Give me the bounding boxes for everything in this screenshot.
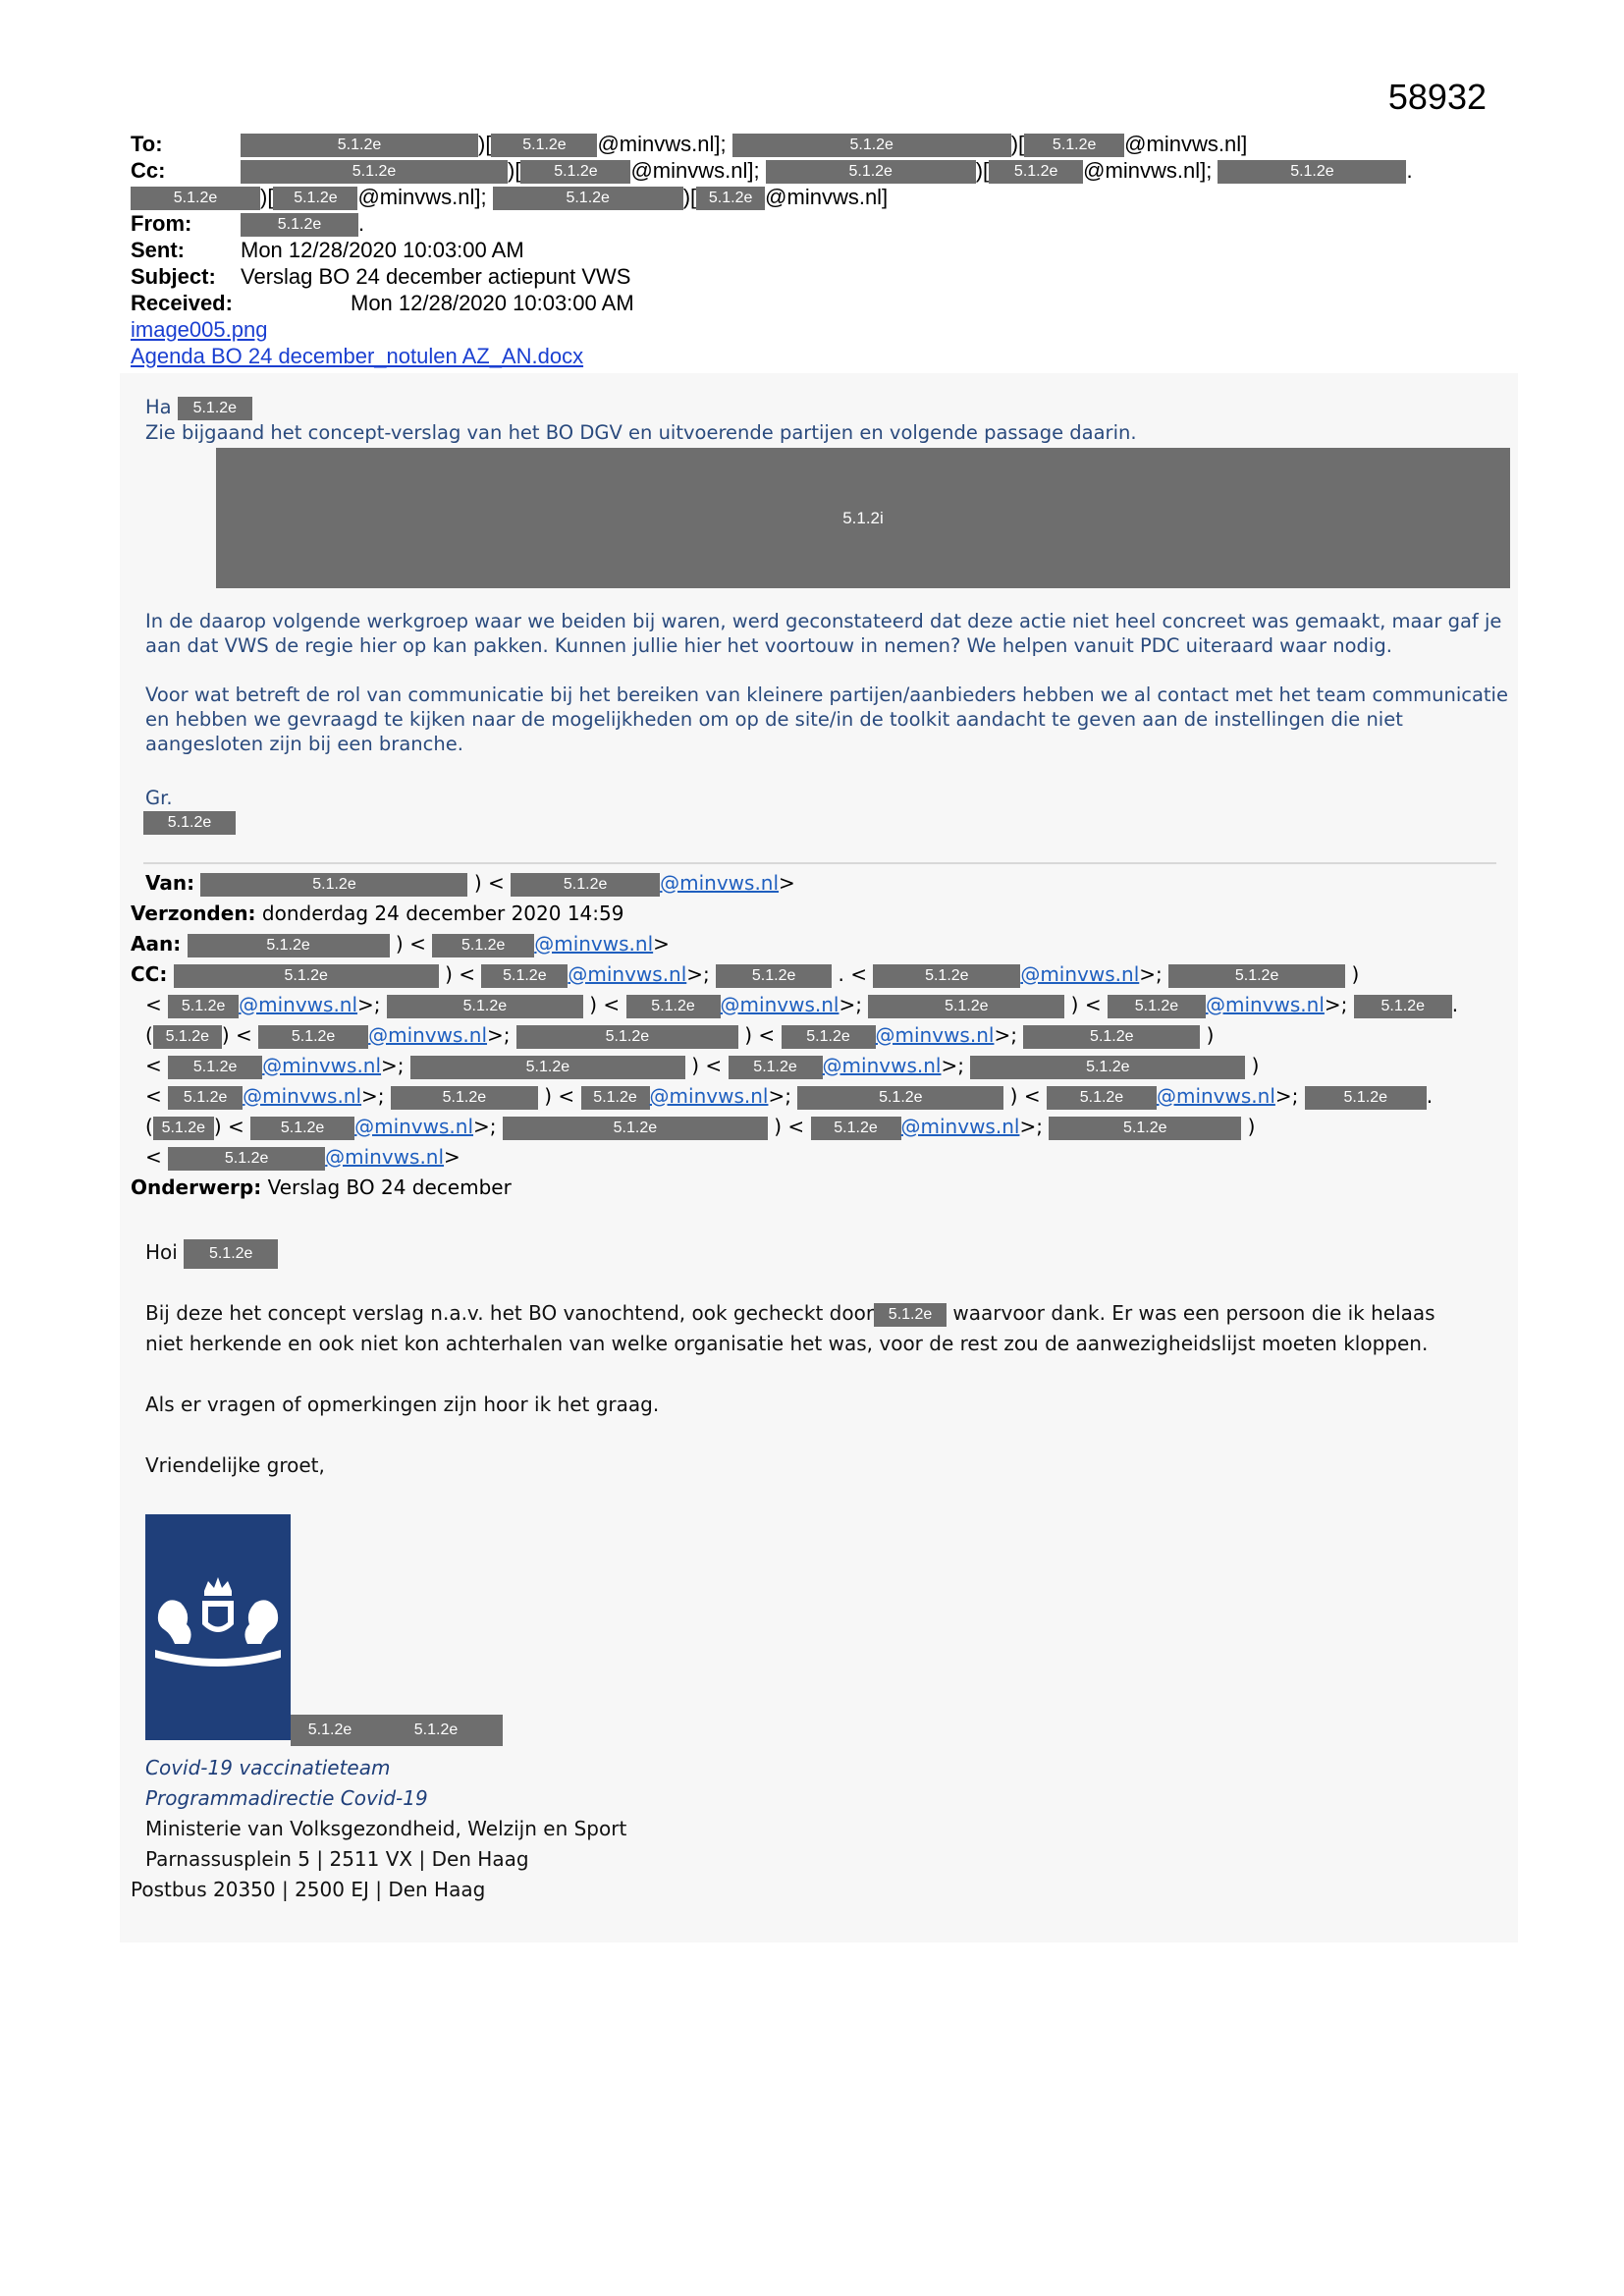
- fwd-from-label: Van:: [145, 871, 195, 895]
- redaction: 5.1.2e: [153, 1117, 214, 1140]
- subject-value: Verslag BO 24 december actiepunt VWS: [241, 264, 631, 289]
- email-link[interactable]: @minvws.nl: [660, 871, 780, 895]
- redaction: 5.1.2e: [178, 397, 252, 420]
- redaction: 5.1.2e: [516, 1025, 738, 1049]
- email-link[interactable]: @minvws.nl: [1156, 1084, 1275, 1108]
- email-link[interactable]: @minvws.nl: [243, 1084, 362, 1108]
- email-link[interactable]: @minvws.nl: [1205, 993, 1325, 1016]
- redaction: 5.1.2e: [1218, 160, 1406, 184]
- email-link[interactable]: @minvws.nl: [720, 993, 839, 1016]
- redaction: 5.1.2e: [241, 134, 478, 157]
- cc-label: Cc:: [131, 158, 166, 183]
- intro-text: Zie bijgaand het concept-verslag van het BO DGV en uitvoerende partijen en volgende passage daarin.: [145, 421, 1137, 444]
- redaction: 5.1.2e: [1024, 134, 1124, 157]
- redaction: 5.1.2e: [811, 1117, 901, 1140]
- redaction: 5.1.2e: [581, 1086, 650, 1110]
- from-label: From:: [131, 211, 192, 236]
- sent-row: [131, 237, 524, 263]
- fwd-cc-row-2: < 5.1.2e @minvws.nl>; 5.1.2e ) < 5.1.2e @minvws.nl>; 5.1.2e ) < 5.1.2e @minvws.nl>; 5.1.2e .: [145, 993, 1459, 1016]
- email-link[interactable]: @minvws.nl: [534, 932, 654, 956]
- redaction: 5.1.2e: [174, 964, 439, 988]
- redaction: 5.1.2e: [481, 964, 568, 988]
- email-domain: @minvws.nl];: [1083, 158, 1213, 183]
- redaction: 5.1.2e: [1305, 1086, 1427, 1110]
- redaction: 5.1.2e: [1108, 995, 1206, 1018]
- redaction: 5.1.2e: [168, 1056, 262, 1079]
- paragraph-1: In de daarop volgende werkgroep waar we beiden bij waren, werd geconstateerd dat deze actie niet heel concreet was gemaakt, maar gaf je aan dat VWS de regie hier op kan pakken. Kunnen jullie hier het voortouw in nemen? We helpen vanuit PDC uiteraard waar nodig.: [145, 610, 1502, 657]
- received-value: Mon 12/28/2020 10:03:00 AM: [351, 291, 634, 315]
- fwd-paragraph-2: Als er vragen of opmerkingen zijn hoor ik het graag.: [145, 1393, 660, 1416]
- fwd-to-row: Aan: 5.1.2e ) < 5.1.2e @minvws.nl>: [131, 932, 670, 956]
- received-label: Received:: [131, 291, 233, 315]
- redaction: 5.1.2e: [626, 995, 721, 1018]
- received-row: [131, 290, 634, 316]
- subject-label: Subject:: [131, 264, 216, 289]
- email-link[interactable]: @minvws.nl: [368, 1023, 488, 1047]
- redaction: 5.1.2e: [143, 811, 236, 835]
- redaction: 5.1.2e: [873, 964, 1020, 988]
- redacted-passage: 5.1.2i: [216, 448, 1510, 588]
- fwd-to-label: Aan:: [131, 932, 182, 956]
- email-link[interactable]: @minvws.nl: [239, 993, 358, 1016]
- fwd-cc-row-6: ( 5.1.2e ) < 5.1.2e @minvws.nl>; 5.1.2e ) < 5.1.2e @minvws.nl>; 5.1.2e ): [145, 1115, 1256, 1138]
- redaction: 5.1.2e: [131, 187, 260, 210]
- redaction: 5.1.2e: [241, 213, 358, 237]
- signature-address: Parnassusplein 5 | 2511 VX | Den Haag: [145, 1847, 529, 1871]
- signature-ministry: Ministerie van Volksgezondheid, Welzijn en Sport: [145, 1817, 627, 1840]
- redaction: 5.1.2e: [273, 187, 357, 210]
- redaction: 5.1.2e: [511, 873, 660, 897]
- redaction: 5.1.2e: [874, 1303, 947, 1327]
- greeting-line: [145, 395, 252, 420]
- fwd-p1b: waarvoor dank. Er was een persoon die ik helaas: [952, 1301, 1435, 1325]
- signature-name: [291, 1715, 503, 1746]
- redaction: 5.1.2e: [291, 1715, 369, 1746]
- redaction: 5.1.2e: [241, 160, 508, 184]
- redaction: 5.1.2e: [432, 934, 534, 957]
- fwd-cc-row-3: ( 5.1.2e ) < 5.1.2e @minvws.nl>; 5.1.2e ) < 5.1.2e @minvws.nl>; 5.1.2e ): [145, 1023, 1215, 1047]
- fwd-cc-row-7: < 5.1.2e @minvws.nl>: [145, 1145, 460, 1169]
- redaction: 5.1.2e: [766, 160, 976, 184]
- email-link[interactable]: @minvws.nl: [875, 1023, 995, 1047]
- fwd-sent-value: donderdag 24 december 2020 14:59: [261, 902, 624, 925]
- sent-value: Mon 12/28/2020 10:03:00 AM: [241, 238, 524, 262]
- redaction: 5.1.2e: [168, 1147, 325, 1171]
- email-domain: @minvws.nl]: [1124, 132, 1248, 156]
- paragraph-2: Voor wat betreft de rol van communicatie bij het bereiken van kleinere partijen/aanbieders hebben we al contact met het team communicatie en hebben we gevraagd te kijken naar de mogelijkheden om op de site/in de toolkit aandacht te geven aan de instellingen die niet aangesloten zijn bij een branche.: [145, 683, 1508, 755]
- email-link[interactable]: @minvws.nl: [325, 1145, 445, 1169]
- greeting: Ha: [145, 396, 172, 418]
- email-link[interactable]: @minvws.nl: [822, 1054, 942, 1077]
- fwd-cc-label: CC:: [131, 962, 168, 986]
- redaction: 5.1.2e: [258, 1025, 368, 1049]
- email-domain: @minvws.nl];: [597, 132, 727, 156]
- cc-row: Cc: 5.1.2e )[ 5.1.2e @minvws.nl]; 5.1.2e )[ 5.1.2e @minvws.nl]; 5.1.2e .: [131, 158, 1413, 183]
- fwd-subject-label: Onderwerp:: [131, 1175, 262, 1199]
- redaction: 5.1.2e: [716, 964, 832, 988]
- fwd-paragraph-1-line-1: [145, 1298, 1510, 1329]
- redaction: 5.1.2e: [369, 1715, 503, 1746]
- redaction: 5.1.2e: [1047, 1086, 1157, 1110]
- redaction: 5.1.2e: [1354, 995, 1452, 1018]
- to-label: To:: [131, 132, 163, 156]
- email-domain: @minvws.nl];: [630, 158, 760, 183]
- redaction: 5.1.2e: [153, 1025, 222, 1049]
- signature-team: [145, 1753, 390, 1783]
- rijksoverheid-logo: [145, 1514, 291, 1740]
- fwd-paragraph-1-line-2: niet herkende en ook niet kon achterhalen van welke organisatie het was, voor de rest zou de aanwezigheidslijst moeten kloppen.: [145, 1332, 1429, 1355]
- separator-line: [143, 862, 1496, 864]
- signature-postbus: Postbus 20350 | 2500 EJ | Den Haag: [131, 1878, 486, 1901]
- cc-row-2: 5.1.2e )[ 5.1.2e @minvws.nl]; 5.1.2e )[ 5.1.2e @minvws.nl]: [131, 184, 888, 210]
- fwd-from-row: Van: 5.1.2e ) < 5.1.2e @minvws.nl>: [145, 871, 795, 895]
- redaction: 5.1.2e: [1049, 1117, 1241, 1140]
- redaction: 5.1.2e: [868, 995, 1064, 1018]
- email-link[interactable]: @minvws.nl: [900, 1115, 1020, 1138]
- redaction: 5.1.2e: [168, 995, 239, 1018]
- subject-row: [131, 263, 630, 290]
- redaction: 5.1.2e: [168, 1086, 243, 1110]
- sent-label: Sent:: [131, 238, 185, 262]
- to-row: To: 5.1.2e )[ 5.1.2e @minvws.nl]; 5.1.2e )[ 5.1.2e @minvws.nl]: [131, 132, 1248, 156]
- fwd-greeting: Hoi: [145, 1240, 178, 1264]
- attachment-image[interactable]: [131, 316, 267, 343]
- redaction: 5.1.2e: [491, 134, 597, 157]
- signer: [143, 811, 236, 835]
- fwd-cc-row-4: < 5.1.2e @minvws.nl>; 5.1.2e ) < 5.1.2e @minvws.nl>; 5.1.2e ): [145, 1054, 1260, 1077]
- document-number: 58932: [1387, 77, 1487, 117]
- closing: Gr.: [145, 787, 173, 809]
- redaction: 5.1.2e: [200, 873, 467, 897]
- redaction: 5.1.2e: [503, 1117, 768, 1140]
- email-link[interactable]: @minvws.nl: [1020, 962, 1140, 986]
- redaction: 5.1.2e: [410, 1056, 685, 1079]
- fwd-p1a: Bij deze het concept verslag n.a.v. het BO vanochtend, ook gecheckt door: [145, 1301, 875, 1325]
- redaction: 5.1.2e: [188, 934, 390, 957]
- attachment-link[interactable]: image005.png: [131, 317, 268, 342]
- fwd-cc-row-5: < 5.1.2e @minvws.nl>; 5.1.2e ) < 5.1.2e @minvws.nl>; 5.1.2e ) < 5.1.2e @minvws.nl>; 5.1.2e .: [145, 1084, 1434, 1108]
- redaction: 5.1.2e: [493, 187, 683, 210]
- redaction: 5.1.2e: [184, 1239, 278, 1269]
- coat-of-arms-icon: [145, 1514, 291, 1740]
- fwd-sent-row: [131, 899, 623, 929]
- signature-directorate: [145, 1783, 428, 1814]
- attachment-docx[interactable]: [131, 343, 583, 369]
- fwd-closing: Vriendelijke groet,: [145, 1453, 325, 1477]
- team-name: Covid-19 vaccinatieteam: [145, 1756, 391, 1779]
- email-link[interactable]: @minvws.nl: [649, 1084, 769, 1108]
- email-link[interactable]: @minvws.nl: [568, 962, 687, 986]
- attachment-link[interactable]: Agenda BO 24 december_notulen AZ_AN.docx: [131, 344, 584, 368]
- fwd-sent-label: Verzonden:: [131, 902, 256, 925]
- email-domain: @minvws.nl]: [765, 185, 889, 209]
- redaction: 5.1.2e: [391, 1086, 538, 1110]
- directorate-name: Programmadirectie Covid-19: [145, 1786, 428, 1810]
- fwd-subject-value: Verslag BO 24 december: [267, 1175, 512, 1199]
- fwd-subject-row: [131, 1173, 512, 1203]
- redaction: 5.1.2e: [1168, 964, 1345, 988]
- redaction: 5.1.2e: [696, 187, 765, 210]
- fwd-cc-row: CC: 5.1.2e ) < 5.1.2e @minvws.nl>; 5.1.2e . < 5.1.2e @minvws.nl>; 5.1.2e ): [131, 962, 1360, 986]
- redaction: 5.1.2e: [782, 1025, 876, 1049]
- redaction: 5.1.2e: [989, 160, 1083, 184]
- redaction: 5.1.2e: [520, 160, 630, 184]
- redaction: 5.1.2e: [387, 995, 583, 1018]
- redaction: 5.1.2e: [732, 134, 1011, 157]
- email-link[interactable]: @minvws.nl: [262, 1054, 382, 1077]
- redaction: 5.1.2e: [729, 1056, 823, 1079]
- redaction: 5.1.2e: [970, 1056, 1245, 1079]
- from-row: From: 5.1.2e .: [131, 211, 365, 236]
- email-link[interactable]: @minvws.nl: [354, 1115, 474, 1138]
- redaction: 5.1.2e: [250, 1117, 354, 1140]
- fwd-greeting-line: [145, 1237, 278, 1269]
- redaction: 5.1.2e: [797, 1086, 1003, 1110]
- redaction: 5.1.2e: [1023, 1025, 1200, 1049]
